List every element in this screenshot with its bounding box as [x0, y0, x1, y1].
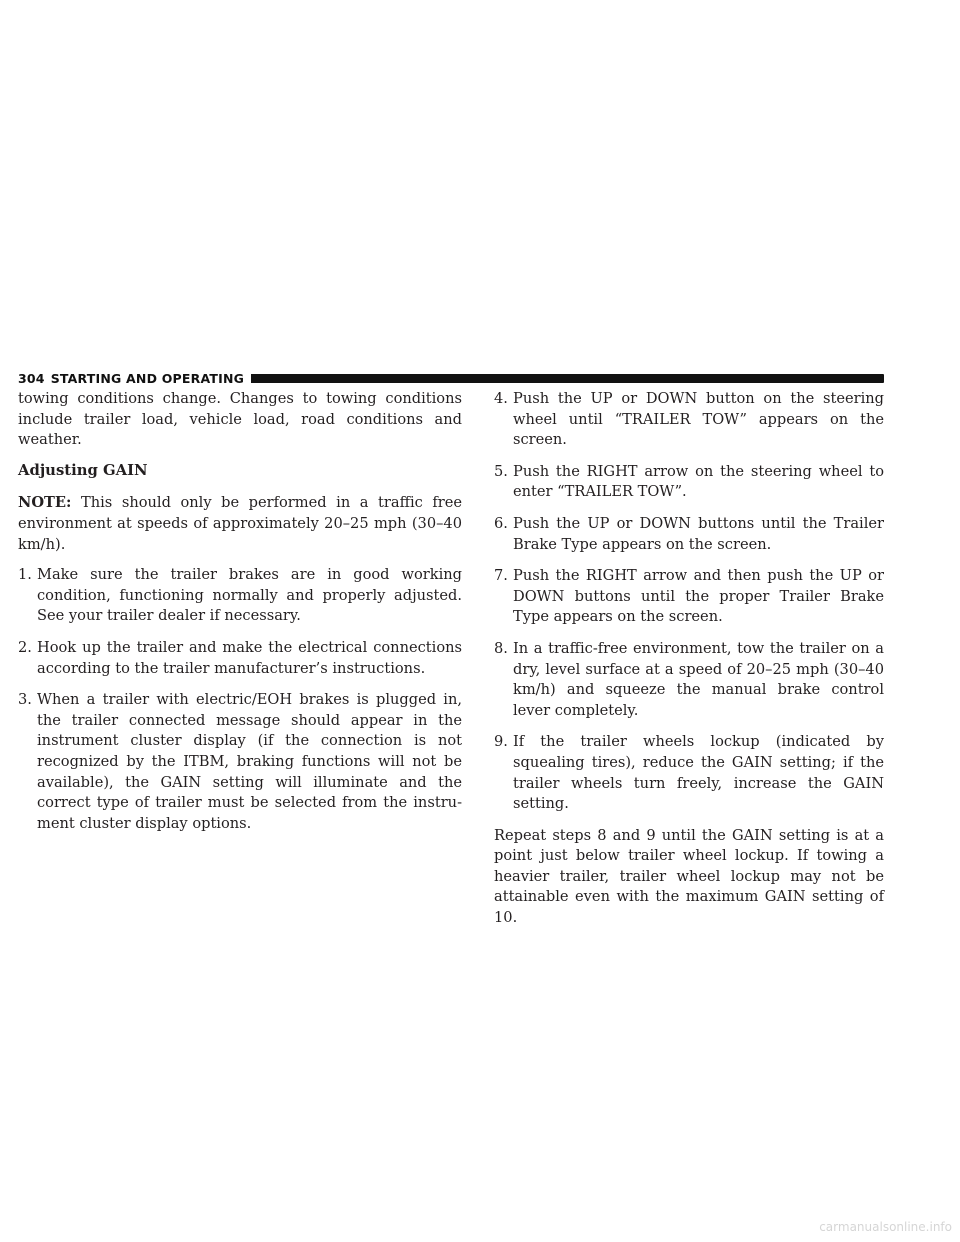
step-text: Push the UP or DOWN buttons until the Trailer Brake Type appears on the screen. [513, 514, 884, 553]
step-text: Push the RIGHT arrow on the steering wheel to enter “TRAILER TOW”. [513, 462, 884, 501]
intro-paragraph: towing conditions change. Changes to towing conditions include trailer load, vehicle load, road conditions and weather. [18, 390, 462, 449]
section-title: STARTING AND OPERATING [50, 370, 245, 386]
list-item [494, 462, 884, 503]
page-number: 304 [18, 370, 45, 386]
section-heading: Adjusting GAIN [18, 461, 148, 479]
list-item [18, 638, 462, 679]
watermark: carmanualsonline.info [819, 1220, 952, 1234]
step-number: 2. [18, 638, 32, 656]
step-text: Hook up the trailer and make the electrical connections according to the trailer manufacturer’s instructions. [37, 638, 462, 677]
page-header [18, 369, 884, 387]
list-item [494, 514, 884, 555]
step-text: Make sure the trailer brakes are in good working condition, functioning normally and properly adjusted. See your trailer dealer if necessary. [37, 566, 462, 625]
list-item [18, 690, 462, 834]
list-item [494, 732, 884, 814]
list-item [494, 639, 884, 721]
steps-list-left [18, 565, 462, 834]
list-item [494, 389, 884, 451]
header-rule [251, 374, 884, 383]
left-column [18, 389, 462, 845]
note-label: NOTE: [18, 494, 72, 512]
step-text: When a trailer with electric/EOH brakes is plugged in, the trailer connected message should appear in the instrument cluster display (if the connection is not recognized by the ITBM, braking functions will not be available), the GAIN setting will illuminate and the correct type of trailer must be selected from the instru- ment cluster display options. [37, 691, 462, 832]
step-number: 7. [494, 567, 508, 585]
step-text: Push the RIGHT arrow and then push the UP or DOWN buttons until the proper Trailer Brake Type appears on the screen. [513, 567, 884, 626]
step-text: Push the UP or DOWN button on the steering wheel until “TRAILER TOW” appears on the screen. [513, 390, 884, 449]
step-number: 1. [18, 566, 32, 584]
step-number: 3. [18, 691, 32, 709]
list-item [494, 566, 884, 628]
closing-paragraph: Repeat steps 8 and 9 until the GAIN setting is at a point just below trailer wheel lockup. If towing a heavier trailer, trailer wheel lockup may not be attainable even with the maximum GAIN setting of 10. [494, 826, 884, 927]
step-text: If the trailer wheels lockup (indicated by squealing tires), reduce the GAIN setting; if the trailer wheels turn freely, increase the GAIN setting. [513, 733, 884, 813]
step-number: 5. [494, 462, 508, 480]
note-text: This should only be performed in a traffic free environment at speeds of approximately 20–25 mph (30–40 km/h). [18, 494, 462, 553]
step-number: 4. [494, 390, 508, 407]
step-text: In a traffic-free environment, tow the trailer on a dry, level surface at a speed of 20–25 mph (30–40 km/h) and squeeze the manual brake control lever completely. [513, 639, 884, 719]
steps-list-right [494, 389, 884, 815]
step-number: 9. [494, 733, 508, 751]
note-paragraph [18, 493, 462, 555]
right-column [494, 389, 884, 939]
step-number: 8. [494, 639, 508, 657]
step-number: 6. [494, 514, 508, 532]
list-item [18, 565, 462, 627]
